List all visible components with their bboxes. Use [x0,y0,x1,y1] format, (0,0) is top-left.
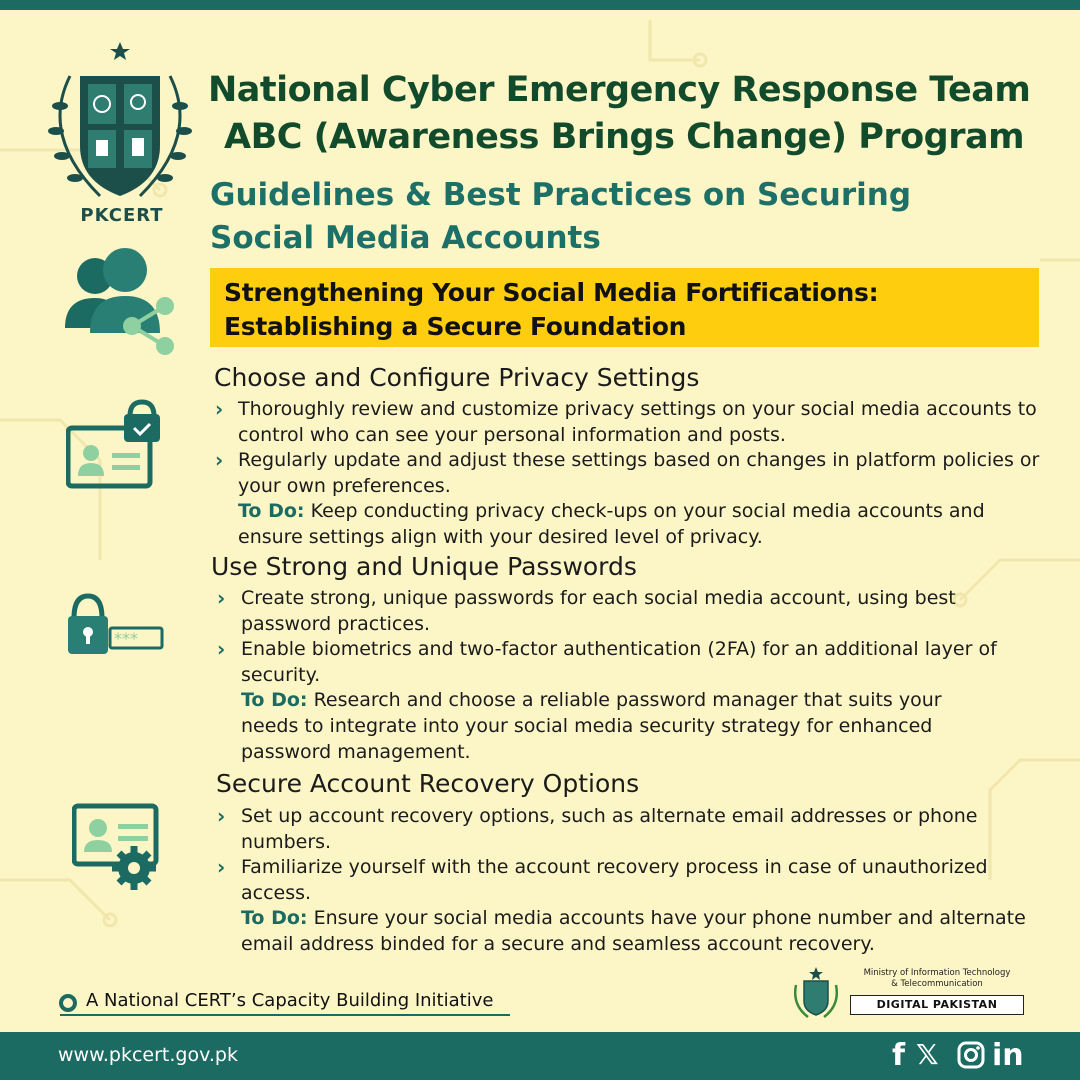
subtitle-line-2: Social Media Accounts [210,220,601,256]
todo-text: Research and choose a reliable password manager that suits your needs to integrate into your social media security strategy for enhanced password management. [241,689,942,763]
chevron-right-icon: › [217,855,226,879]
ministry-text: Ministry of Information Technology & Telecommunication [863,968,1011,989]
todo-item [238,498,1028,550]
bottom-bar [0,1032,1080,1080]
padlock-password-icon [66,592,166,658]
circle-bullet-icon [57,992,79,1014]
footer-divider [60,1014,510,1016]
todo-item [241,687,986,765]
pkcert-logo [40,36,200,226]
subtitle [210,174,1030,260]
todo-text: Ensure your social media accounts have your phone number and alternate email address binded for a secure and seamless account recovery. [241,907,1026,955]
list-item: Thoroughly review and customize privacy settings on your social media accounts to control who can see your personal information and posts. [238,398,1037,446]
footer-initiative: A National CERT’s Capacity Building Initiative [86,990,494,1011]
todo-text: Keep conducting privacy check-ups on your social media accounts and ensure settings align with your desired level of privacy. [238,500,985,548]
section-banner [210,268,1039,347]
chevron-right-icon: › [215,448,224,472]
facebook-icon[interactable]: f [892,1038,906,1073]
id-card-gear-icon [72,802,162,892]
list-item: Regularly update and adjust these settings based on changes in platform policies or your own preferences. [238,449,1040,497]
list-item: Enable biometrics and two-factor authentication (2FA) for an additional layer of security. [241,638,997,686]
digital-pakistan-badge: DIGITAL PAKISTAN [850,995,1024,1015]
subtitle-line-1: Guidelines & Best Practices on Securing [210,177,912,213]
todo-item [241,905,1031,957]
logo-text: PKCERT [80,205,164,226]
svg-text:***: *** [114,629,138,648]
pakistan-emblem-icon [790,965,842,1020]
todo-label: To Do: [238,500,305,522]
chevron-right-icon: › [215,397,224,421]
banner-text [224,276,878,344]
linkedin-icon[interactable]: in [992,1038,1024,1073]
title-line-1: National Cyber Emergency Response Team [208,70,1031,110]
todo-label: To Do: [241,689,308,711]
list-item: Familiarize yourself with the account recovery process in case of unauthorized access. [241,856,988,904]
banner-line-1: Strengthening Your Social Media Fortifications: [224,278,879,307]
title-line-2: ABC (Awareness Brings Change) Program [224,117,1025,157]
chevron-right-icon: › [217,637,226,661]
section-heading-passwords: Use Strong and Unique Passwords [211,552,637,581]
id-card-lock-icon [66,398,161,490]
website-link[interactable]: www.pkcert.gov.pk [58,1044,238,1066]
chevron-right-icon: › [217,586,226,610]
list-item: Set up account recovery options, such as alternate email addresses or phone numbers. [241,805,978,853]
chevron-right-icon: › [217,804,226,828]
instagram-icon[interactable] [957,1041,985,1069]
x-icon[interactable]: 𝕏 [916,1038,939,1071]
list-item: Create strong, unique passwords for each social media account, using best password practices. [241,587,956,635]
section-heading-recovery: Secure Account Recovery Options [216,769,640,798]
todo-label: To Do: [241,907,308,929]
users-share-icon [60,248,185,358]
banner-line-2: Establishing a Secure Foundation [224,312,687,341]
section-heading-privacy: Choose and Configure Privacy Settings [214,363,700,392]
